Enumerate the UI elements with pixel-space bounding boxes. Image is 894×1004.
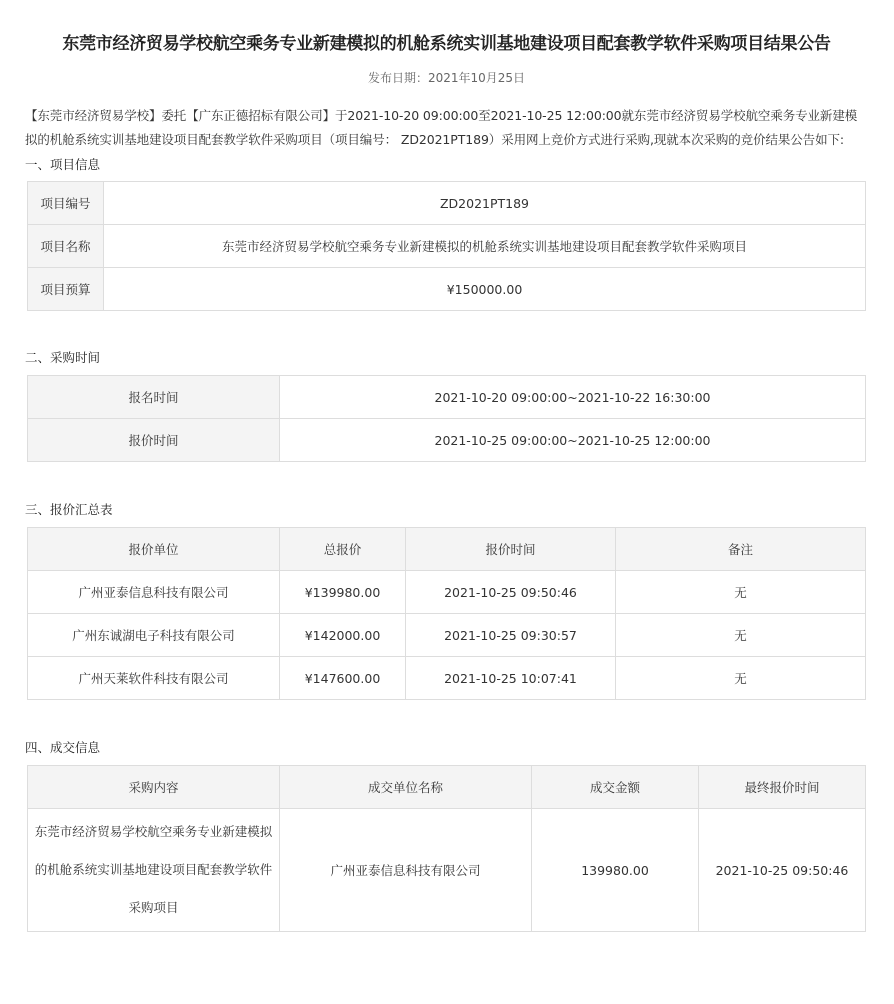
table-row <box>28 419 866 462</box>
project-number-label: 项目编号 <box>28 182 104 225</box>
bidder-name: 广州天莱软件科技有限公司 <box>28 657 280 700</box>
table-row <box>28 809 866 932</box>
final-quote-time: 2021-10-25 09:50:46 <box>699 809 866 932</box>
table-row <box>28 657 866 700</box>
project-info-table <box>27 181 866 311</box>
section-project-info-heading: 一、项目信息 <box>25 157 101 172</box>
table-row <box>28 225 866 268</box>
table-header-row <box>28 766 866 809</box>
registration-time-label: 报名时间 <box>28 376 280 419</box>
deal-info-table <box>27 765 866 932</box>
col-header-winner-name: 成交单位名称 <box>280 766 532 809</box>
section-purchase-time-heading: 二、采购时间 <box>25 350 101 365</box>
bidder-remark: 无 <box>616 614 866 657</box>
col-header-purchase-content: 采购内容 <box>28 766 280 809</box>
project-budget-label: 项目预算 <box>28 268 104 311</box>
table-row <box>28 614 866 657</box>
quote-summary-table <box>27 527 866 700</box>
bidder-price: ¥142000.00 <box>280 614 406 657</box>
bidder-remark: 无 <box>616 657 866 700</box>
deal-amount: 139980.00 <box>532 809 699 932</box>
col-header-final-quote-time: 最终报价时间 <box>699 766 866 809</box>
table-row <box>28 376 866 419</box>
col-header-quote-time: 报价时间 <box>406 528 616 571</box>
bidder-name: 广州东诚湖电子科技有限公司 <box>28 614 280 657</box>
col-header-remark: 备注 <box>616 528 866 571</box>
publish-date: 发布日期：2021年10月25日 <box>367 71 526 85</box>
section-quote-summary-heading: 三、报价汇总表 <box>25 502 113 517</box>
bidder-name: 广州亚泰信息科技有限公司 <box>28 571 280 614</box>
project-budget-value: ¥150000.00 <box>104 268 866 311</box>
registration-time-value: 2021-10-20 09:00:00~2021-10-22 16:30:00 <box>280 376 866 419</box>
bidder-time: 2021-10-25 09:30:57 <box>406 614 616 657</box>
purchase-content: 东莞市经济贸易学校航空乘务专业新建模拟的机舱系统实训基地建设项目配套教学软件采购项目 <box>28 809 280 932</box>
section-deal-info-heading: 四、成交信息 <box>25 740 101 755</box>
table-header-row <box>28 528 866 571</box>
project-name-label: 项目名称 <box>28 225 104 268</box>
page-title: 东莞市经济贸易学校航空乘务专业新建模拟的机舱系统实训基地建设项目配套教学软件采购项目结果公告 <box>62 34 831 54</box>
bidder-time: 2021-10-25 10:07:41 <box>406 657 616 700</box>
col-header-total-price: 总报价 <box>280 528 406 571</box>
quote-time-value: 2021-10-25 09:00:00~2021-10-25 12:00:00 <box>280 419 866 462</box>
table-row <box>28 182 866 225</box>
col-header-bidder: 报价单位 <box>28 528 280 571</box>
intro-paragraph: 【东莞市经济贸易学校】委托【广东正德招标有限公司】于2021-10-20 09:00:00至2021-10-25 12:00:00就东莞市经济贸易学校航空乘务专业新建模拟的机舱系统实训基地建设项目配套教学软件采购项目（项目编号： ZD2021PT189）采用网上竞价方式进行采购,现就本次采购的竞价结果公告如下: <box>25 108 858 147</box>
table-row <box>28 571 866 614</box>
project-number-value: ZD2021PT189 <box>104 182 866 225</box>
bidder-price: ¥147600.00 <box>280 657 406 700</box>
winner-name: 广州亚泰信息科技有限公司 <box>280 809 532 932</box>
purchase-time-table <box>27 375 866 462</box>
quote-time-label: 报价时间 <box>28 419 280 462</box>
bidder-remark: 无 <box>616 571 866 614</box>
bidder-time: 2021-10-25 09:50:46 <box>406 571 616 614</box>
project-name-value: 东莞市经济贸易学校航空乘务专业新建模拟的机舱系统实训基地建设项目配套教学软件采购项目 <box>104 225 866 268</box>
table-row <box>28 268 866 311</box>
col-header-deal-amount: 成交金额 <box>532 766 699 809</box>
bidder-price: ¥139980.00 <box>280 571 406 614</box>
